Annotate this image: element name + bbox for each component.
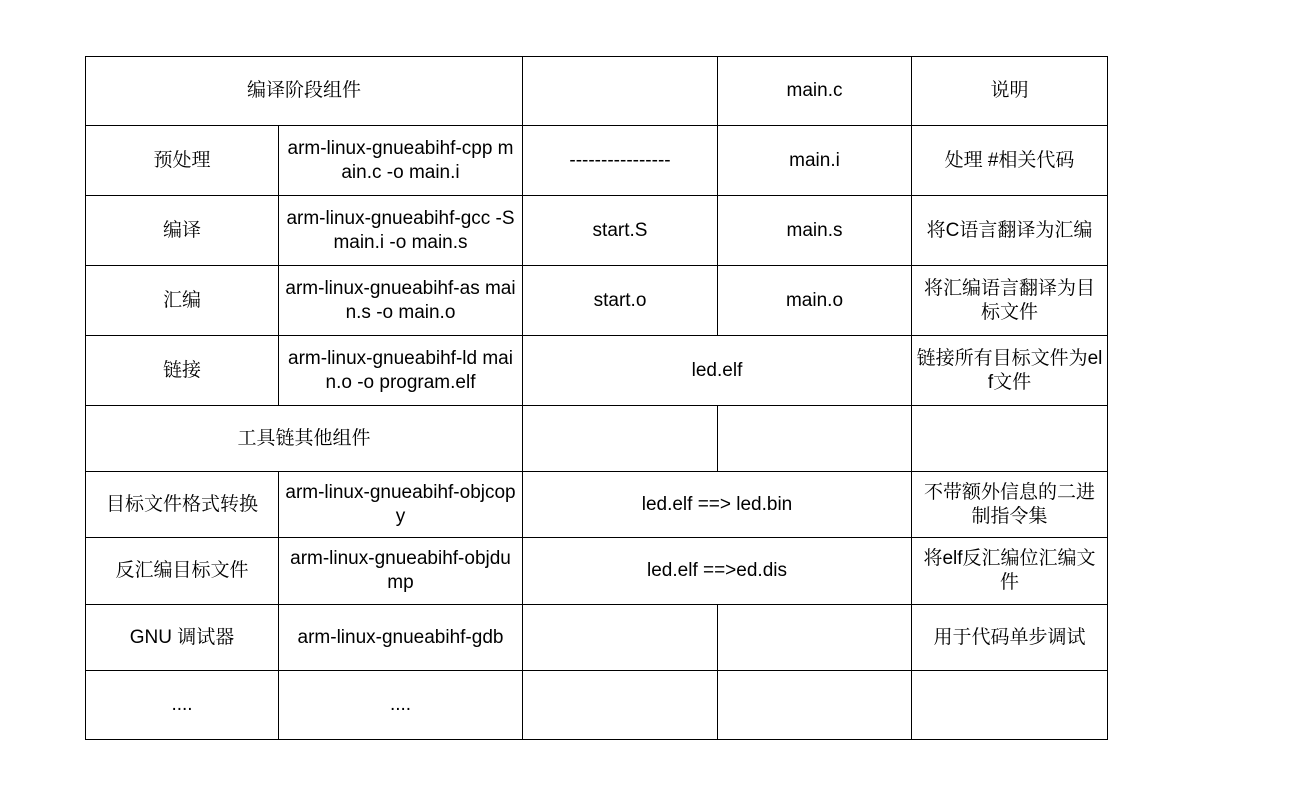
desc-cell: 将elf反汇编位汇编文件 bbox=[912, 538, 1108, 605]
table-row bbox=[86, 538, 1108, 605]
empty-cell bbox=[523, 605, 718, 671]
result-cell: led.elf ==> led.bin bbox=[523, 472, 912, 538]
desc-cell: 不带额外信息的二进制指令集 bbox=[912, 472, 1108, 538]
table-row bbox=[86, 472, 1108, 538]
table-header-row bbox=[86, 57, 1108, 126]
toolchain-table bbox=[85, 56, 1108, 740]
empty-cell bbox=[912, 671, 1108, 740]
empty-cell bbox=[912, 406, 1108, 472]
desc-cell: 将C语言翻译为汇编 bbox=[912, 196, 1108, 266]
table-row bbox=[86, 336, 1108, 406]
table-row bbox=[86, 196, 1108, 266]
desc-cell: 链接所有目标文件为elf文件 bbox=[912, 336, 1108, 406]
empty-cell bbox=[523, 671, 718, 740]
command-cell: arm-linux-gnueabihf-gdb bbox=[279, 605, 523, 671]
section-header-row bbox=[86, 406, 1108, 472]
empty-cell bbox=[718, 605, 912, 671]
command-cell: arm-linux-gnueabihf-as main.s -o main.o bbox=[279, 266, 523, 336]
command-cell: arm-linux-gnueabihf-objdump bbox=[279, 538, 523, 605]
empty-cell bbox=[718, 406, 912, 472]
desc-cell: 用于代码单步调试 bbox=[912, 605, 1108, 671]
tool-name-cell: 目标文件格式转换 bbox=[86, 472, 279, 538]
output-cell: main.s bbox=[718, 196, 912, 266]
table-row bbox=[86, 266, 1108, 336]
stage-cell: 汇编 bbox=[86, 266, 279, 336]
desc-cell: 处理 #相关代码 bbox=[912, 126, 1108, 196]
table-row bbox=[86, 671, 1108, 740]
table-row bbox=[86, 126, 1108, 196]
empty-cell bbox=[523, 406, 718, 472]
output-cell: main.i bbox=[718, 126, 912, 196]
stage-cell: 链接 bbox=[86, 336, 279, 406]
tool-name-cell: 反汇编目标文件 bbox=[86, 538, 279, 605]
tool-name-cell: GNU 调试器 bbox=[86, 605, 279, 671]
result-cell: led.elf ==>ed.dis bbox=[523, 538, 912, 605]
source-cell: ---------------- bbox=[523, 126, 718, 196]
other-components-label: 工具链其他组件 bbox=[86, 406, 523, 472]
result-cell: led.elf bbox=[523, 336, 912, 406]
header-file-cell: main.c bbox=[718, 57, 912, 126]
command-cell: .... bbox=[279, 671, 523, 740]
stage-cell: 编译 bbox=[86, 196, 279, 266]
header-stage-cell: 编译阶段组件 bbox=[86, 57, 523, 126]
source-cell: start.S bbox=[523, 196, 718, 266]
command-cell: arm-linux-gnueabihf-gcc -S main.i -o main.s bbox=[279, 196, 523, 266]
stage-cell: 预处理 bbox=[86, 126, 279, 196]
output-cell: main.o bbox=[718, 266, 912, 336]
tool-name-cell: .... bbox=[86, 671, 279, 740]
command-cell: arm-linux-gnueabihf-cpp main.c -o main.i bbox=[279, 126, 523, 196]
command-cell: arm-linux-gnueabihf-ld main.o -o program.elf bbox=[279, 336, 523, 406]
header-desc-cell: 说明 bbox=[912, 57, 1108, 126]
header-source-cell bbox=[523, 57, 718, 126]
source-cell: start.o bbox=[523, 266, 718, 336]
empty-cell bbox=[718, 671, 912, 740]
desc-cell: 将汇编语言翻译为目标文件 bbox=[912, 266, 1108, 336]
command-cell: arm-linux-gnueabihf-objcopy bbox=[279, 472, 523, 538]
table-row bbox=[86, 605, 1108, 671]
